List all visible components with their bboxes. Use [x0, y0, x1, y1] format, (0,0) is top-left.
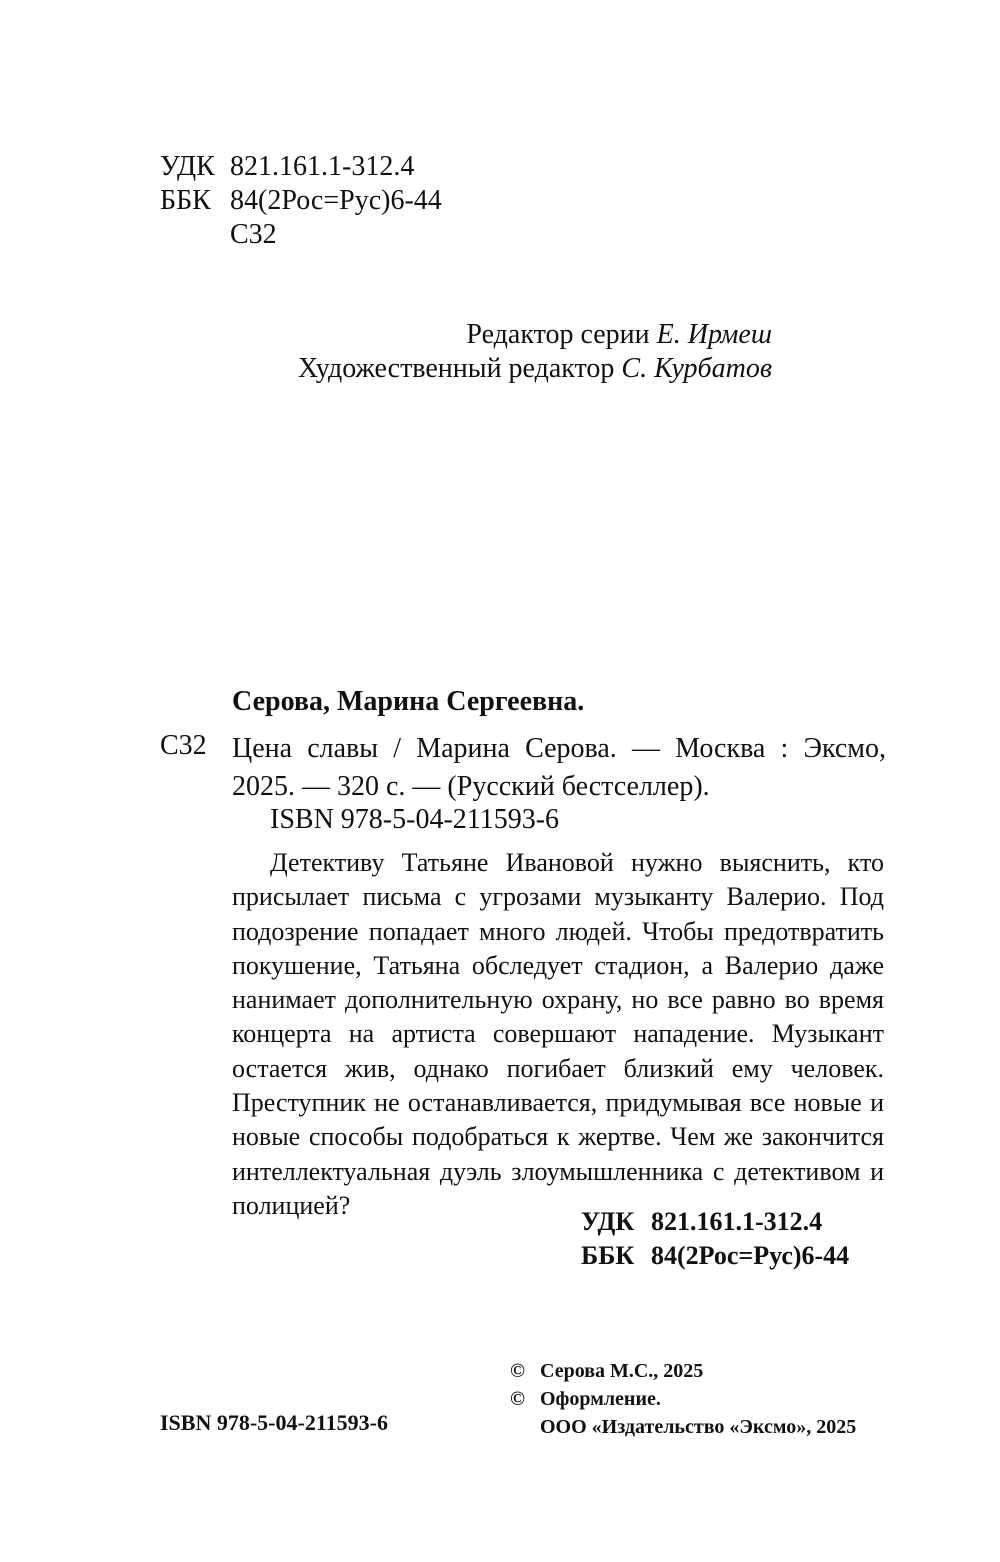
- copyright-symbol: ©: [510, 1360, 525, 1382]
- copyright-block: [510, 1357, 856, 1441]
- series-editor: [272, 318, 772, 352]
- art-editor: [272, 352, 772, 386]
- bib-author: Серова, Марина Сергеевна.: [232, 686, 585, 717]
- series-editor-role: Редактор серии: [466, 319, 650, 350]
- bbk-row: [160, 184, 442, 218]
- footer-udk-value: 821.161.1-312.4: [651, 1207, 823, 1236]
- bib-record-text: Цена славы / Марина Серова. — Москва : Эксмо, 2025. — 320 с. — (Русский бестселлер).: [232, 733, 886, 802]
- copyright-design: [510, 1385, 856, 1413]
- copyright-symbol: ©: [510, 1388, 525, 1410]
- bib-record: [232, 730, 886, 806]
- series-editor-name: Е. Ирмеш: [656, 319, 772, 350]
- udk-label: УДК: [160, 151, 215, 182]
- footer-classification: [581, 1205, 849, 1273]
- copyright-publisher: [510, 1413, 856, 1441]
- footer-bbk-row: [581, 1239, 849, 1273]
- copyright-publisher-text: ООО «Издательство «Эксмо», 2025: [540, 1416, 857, 1438]
- bib-isbn: ISBN 978-5-04-211593-6: [270, 804, 560, 835]
- bib-author-mark: С32: [160, 730, 207, 761]
- header-classification: [160, 150, 442, 252]
- author-mark-row: [160, 218, 442, 252]
- udk-value: 821.161.1-312.4: [230, 151, 415, 182]
- bbk-label: ББК: [160, 185, 211, 216]
- udk-row: [160, 150, 442, 184]
- editors-block: [272, 318, 772, 386]
- art-editor-role: Художественный редактор: [298, 353, 615, 384]
- footer-udk-row: [581, 1205, 849, 1239]
- footer-udk-label: УДК: [581, 1207, 635, 1236]
- copyright-author: [510, 1357, 856, 1385]
- bbk-value: 84(2Рос=Рус)6-44: [230, 185, 442, 216]
- isbn-bottom: ISBN 978-5-04-211593-6: [160, 1410, 388, 1435]
- author-mark: С32: [230, 219, 277, 250]
- art-editor-name: С. Курбатов: [621, 353, 772, 384]
- footer-bbk-label: ББК: [581, 1241, 635, 1270]
- copyright-author-text: Серова М.С., 2025: [540, 1360, 704, 1382]
- annotation: Детективу Татьяне Ивановой нужно выяснить, кто присылает письма с угрозами музыканту Валерио. Под подозрение попадает много людей. Чтобы предотвратить покушение, Татьяна обследует стадион, а Валерио даже нанимает дополнительную охрану, но все равно во время концерта на артиста совершают нападение. Музыкант остается жив, однако погибает близкий ему человек. Преступник не останавливается, придумывая все новые и новые способы подобраться к жертве. Чем же закончится интеллектуальная дуэль злоумышленника с детективом и полицией?: [232, 848, 884, 1220]
- copyright-design-text: Оформление.: [540, 1388, 661, 1410]
- footer-bbk-value: 84(2Рос=Рус)6-44: [651, 1241, 850, 1270]
